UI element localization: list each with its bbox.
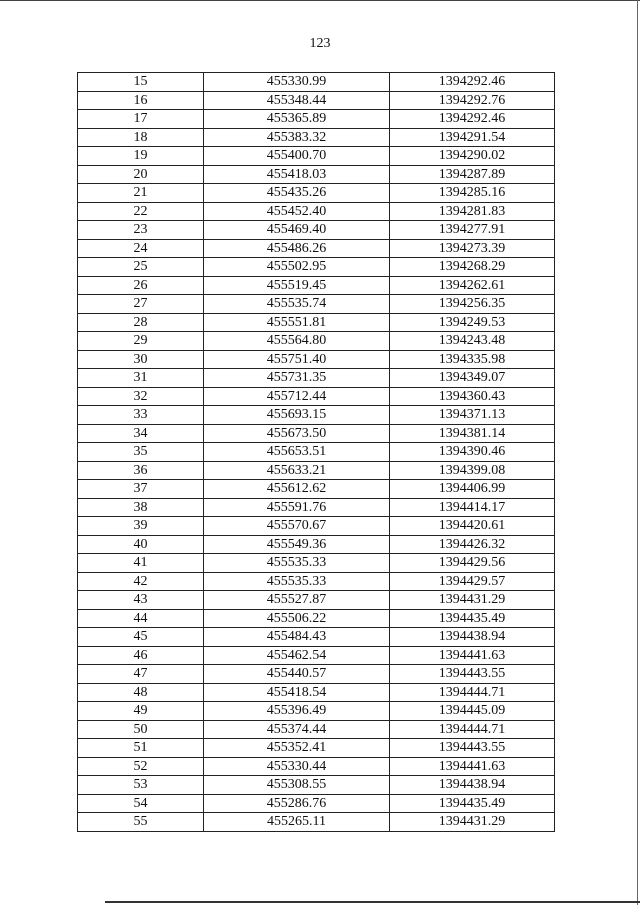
table-row (78, 776, 555, 795)
y-coordinate-cell: 1394438.94 (390, 776, 555, 795)
point-number-cell: 41 (78, 554, 204, 573)
point-number-cell: 54 (78, 794, 204, 813)
x-coordinate-cell: 455452.40 (204, 202, 390, 221)
x-coordinate-cell: 455673.50 (204, 424, 390, 443)
table-row (78, 202, 555, 221)
table-row (78, 794, 555, 813)
point-number-cell: 47 (78, 665, 204, 684)
y-coordinate-cell: 1394435.49 (390, 794, 555, 813)
table-row (78, 387, 555, 406)
x-coordinate-cell: 455519.45 (204, 276, 390, 295)
table-row (78, 110, 555, 129)
table-row (78, 91, 555, 110)
y-coordinate-cell: 1394429.57 (390, 572, 555, 591)
x-coordinate-cell: 455308.55 (204, 776, 390, 795)
table-row (78, 720, 555, 739)
x-coordinate-cell: 455418.54 (204, 683, 390, 702)
y-coordinate-cell: 1394243.48 (390, 332, 555, 351)
x-coordinate-cell: 455462.54 (204, 646, 390, 665)
point-number-cell: 55 (78, 813, 204, 832)
y-coordinate-cell: 1394438.94 (390, 628, 555, 647)
y-coordinate-cell: 1394290.02 (390, 147, 555, 166)
point-number-cell: 51 (78, 739, 204, 758)
y-coordinate-cell: 1394426.32 (390, 535, 555, 554)
table-row (78, 332, 555, 351)
y-coordinate-cell: 1394445.09 (390, 702, 555, 721)
table-row (78, 239, 555, 258)
table-row (78, 165, 555, 184)
point-number-cell: 28 (78, 313, 204, 332)
y-coordinate-cell: 1394390.46 (390, 443, 555, 462)
point-number-cell: 16 (78, 91, 204, 110)
point-number-cell: 17 (78, 110, 204, 129)
point-number-cell: 52 (78, 757, 204, 776)
scan-edge-top (0, 0, 640, 1)
x-coordinate-cell: 455506.22 (204, 609, 390, 628)
y-coordinate-cell: 1394335.98 (390, 350, 555, 369)
x-coordinate-cell: 455591.76 (204, 498, 390, 517)
point-number-cell: 48 (78, 683, 204, 702)
coordinates-table-body (78, 73, 555, 832)
table-row (78, 517, 555, 536)
table-row (78, 572, 555, 591)
point-number-cell: 19 (78, 147, 204, 166)
y-coordinate-cell: 1394420.61 (390, 517, 555, 536)
x-coordinate-cell: 455286.76 (204, 794, 390, 813)
x-coordinate-cell: 455549.36 (204, 535, 390, 554)
table-row (78, 128, 555, 147)
table-row (78, 813, 555, 832)
table-row (78, 369, 555, 388)
y-coordinate-cell: 1394435.49 (390, 609, 555, 628)
y-coordinate-cell: 1394360.43 (390, 387, 555, 406)
y-coordinate-cell: 1394399.08 (390, 461, 555, 480)
y-coordinate-cell: 1394431.29 (390, 813, 555, 832)
y-coordinate-cell: 1394441.63 (390, 646, 555, 665)
point-number-cell: 53 (78, 776, 204, 795)
x-coordinate-cell: 455469.40 (204, 221, 390, 240)
table-row (78, 276, 555, 295)
table-row (78, 646, 555, 665)
x-coordinate-cell: 455527.87 (204, 591, 390, 610)
y-coordinate-cell: 1394249.53 (390, 313, 555, 332)
y-coordinate-cell: 1394371.13 (390, 406, 555, 425)
x-coordinate-cell: 455731.35 (204, 369, 390, 388)
table-row (78, 739, 555, 758)
x-coordinate-cell: 455352.41 (204, 739, 390, 758)
y-coordinate-cell: 1394273.39 (390, 239, 555, 258)
x-coordinate-cell: 455712.44 (204, 387, 390, 406)
x-coordinate-cell: 455330.99 (204, 73, 390, 92)
table-row (78, 554, 555, 573)
y-coordinate-cell: 1394292.76 (390, 91, 555, 110)
x-coordinate-cell: 455570.67 (204, 517, 390, 536)
table-row (78, 665, 555, 684)
point-number-cell: 24 (78, 239, 204, 258)
x-coordinate-cell: 455396.49 (204, 702, 390, 721)
y-coordinate-cell: 1394268.29 (390, 258, 555, 277)
table-row (78, 443, 555, 462)
table-row (78, 424, 555, 443)
x-coordinate-cell: 455365.89 (204, 110, 390, 129)
table-row (78, 757, 555, 776)
y-coordinate-cell: 1394414.17 (390, 498, 555, 517)
page-number: 123 (309, 36, 331, 51)
x-coordinate-cell: 455535.33 (204, 572, 390, 591)
y-coordinate-cell: 1394349.07 (390, 369, 555, 388)
point-number-cell: 43 (78, 591, 204, 610)
y-coordinate-cell: 1394256.35 (390, 295, 555, 314)
y-coordinate-cell: 1394287.89 (390, 165, 555, 184)
y-coordinate-cell: 1394277.91 (390, 221, 555, 240)
point-number-cell: 32 (78, 387, 204, 406)
table-row (78, 535, 555, 554)
point-number-cell: 15 (78, 73, 204, 92)
table-row (78, 628, 555, 647)
x-coordinate-cell: 455633.21 (204, 461, 390, 480)
table-row (78, 350, 555, 369)
x-coordinate-cell: 455484.43 (204, 628, 390, 647)
point-number-cell: 42 (78, 572, 204, 591)
point-number-cell: 31 (78, 369, 204, 388)
table-row (78, 258, 555, 277)
point-number-cell: 18 (78, 128, 204, 147)
y-coordinate-cell: 1394292.46 (390, 73, 555, 92)
table-row (78, 73, 555, 92)
point-number-cell: 49 (78, 702, 204, 721)
table-row (78, 702, 555, 721)
scan-edge-right (637, 0, 638, 905)
x-coordinate-cell: 455348.44 (204, 91, 390, 110)
point-number-cell: 46 (78, 646, 204, 665)
x-coordinate-cell: 455400.70 (204, 147, 390, 166)
point-number-cell: 34 (78, 424, 204, 443)
point-number-cell: 29 (78, 332, 204, 351)
x-coordinate-cell: 455265.11 (204, 813, 390, 832)
table-row (78, 591, 555, 610)
table-row (78, 480, 555, 499)
point-number-cell: 38 (78, 498, 204, 517)
point-number-cell: 50 (78, 720, 204, 739)
x-coordinate-cell: 455551.81 (204, 313, 390, 332)
y-coordinate-cell: 1394431.29 (390, 591, 555, 610)
point-number-cell: 40 (78, 535, 204, 554)
table-row (78, 406, 555, 425)
y-coordinate-cell: 1394381.14 (390, 424, 555, 443)
x-coordinate-cell: 455440.57 (204, 665, 390, 684)
table-row (78, 184, 555, 203)
coordinates-table (77, 72, 555, 832)
table-row (78, 461, 555, 480)
point-number-cell: 26 (78, 276, 204, 295)
table-row (78, 683, 555, 702)
y-coordinate-cell: 1394443.55 (390, 739, 555, 758)
y-coordinate-cell: 1394291.54 (390, 128, 555, 147)
table-row (78, 313, 555, 332)
point-number-cell: 22 (78, 202, 204, 221)
y-coordinate-cell: 1394429.56 (390, 554, 555, 573)
x-coordinate-cell: 455751.40 (204, 350, 390, 369)
x-coordinate-cell: 455612.62 (204, 480, 390, 499)
y-coordinate-cell: 1394443.55 (390, 665, 555, 684)
y-coordinate-cell: 1394285.16 (390, 184, 555, 203)
x-coordinate-cell: 455486.26 (204, 239, 390, 258)
point-number-cell: 37 (78, 480, 204, 499)
y-coordinate-cell: 1394292.46 (390, 110, 555, 129)
point-number-cell: 25 (78, 258, 204, 277)
point-number-cell: 23 (78, 221, 204, 240)
y-coordinate-cell: 1394406.99 (390, 480, 555, 499)
point-number-cell: 33 (78, 406, 204, 425)
x-coordinate-cell: 455564.80 (204, 332, 390, 351)
table-row (78, 609, 555, 628)
y-coordinate-cell: 1394262.61 (390, 276, 555, 295)
point-number-cell: 39 (78, 517, 204, 536)
x-coordinate-cell: 455535.74 (204, 295, 390, 314)
table-row (78, 295, 555, 314)
x-coordinate-cell: 455418.03 (204, 165, 390, 184)
table-row (78, 498, 555, 517)
x-coordinate-cell: 455653.51 (204, 443, 390, 462)
x-coordinate-cell: 455502.95 (204, 258, 390, 277)
point-number-cell: 27 (78, 295, 204, 314)
table-row (78, 221, 555, 240)
y-coordinate-cell: 1394444.71 (390, 683, 555, 702)
x-coordinate-cell: 455383.32 (204, 128, 390, 147)
point-number-cell: 21 (78, 184, 204, 203)
x-coordinate-cell: 455535.33 (204, 554, 390, 573)
point-number-cell: 35 (78, 443, 204, 462)
table-row (78, 147, 555, 166)
x-coordinate-cell: 455330.44 (204, 757, 390, 776)
point-number-cell: 45 (78, 628, 204, 647)
y-coordinate-cell: 1394441.63 (390, 757, 555, 776)
point-number-cell: 36 (78, 461, 204, 480)
x-coordinate-cell: 455693.15 (204, 406, 390, 425)
scan-edge-bottom (105, 901, 640, 903)
point-number-cell: 30 (78, 350, 204, 369)
y-coordinate-cell: 1394281.83 (390, 202, 555, 221)
point-number-cell: 44 (78, 609, 204, 628)
point-number-cell: 20 (78, 165, 204, 184)
x-coordinate-cell: 455374.44 (204, 720, 390, 739)
x-coordinate-cell: 455435.26 (204, 184, 390, 203)
y-coordinate-cell: 1394444.71 (390, 720, 555, 739)
